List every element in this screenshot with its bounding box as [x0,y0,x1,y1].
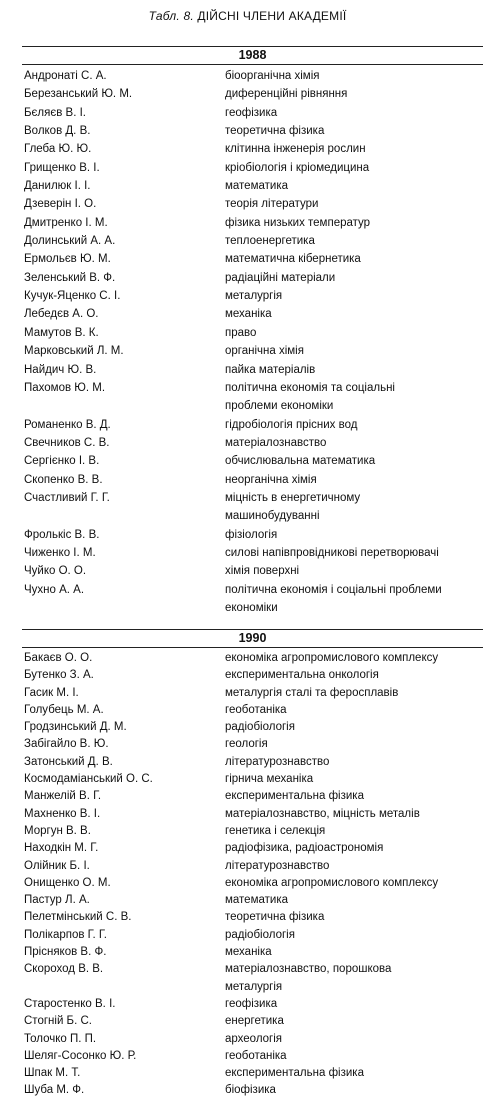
member-name: Глеба Ю. Ю. [24,143,92,156]
member-field: археологія [225,1032,283,1045]
member-field: органічна хімія [225,345,304,358]
member-row [22,1013,483,1030]
member-name: Скопенко В. В. [24,473,103,486]
member-row [22,250,483,268]
member-field: біоорганічна хімія [225,70,320,82]
member-row [22,650,483,667]
member-row [22,269,483,287]
member-name: Пастур Л. А. [24,894,90,907]
member-name: Манжелій В. Г. [24,790,102,803]
member-row [22,416,483,434]
member-name: Зеленський В. Ф. [24,271,116,284]
member-name: Пахомов Ю. М. [24,381,106,394]
member-name: Лебедєв А. О. [24,308,99,321]
member-name: Марковський Л. М. [24,345,124,358]
member-field: експериментальна фізика [225,1067,364,1080]
member-field: геоботаніка [225,703,287,716]
member-row [22,67,483,85]
member-field: літературознавство [225,755,330,768]
member-field: літературознавство [225,859,330,872]
member-row [22,771,483,788]
member-name: Фролькіс В. В. [24,528,100,541]
member-row [22,1082,483,1099]
member-name: Бутенко З. А. [24,669,94,682]
member-field: гідробіологія прісних вод [225,418,358,431]
member-name: Моргун В. В. [24,824,91,837]
member-field: радіаційні матеріали [225,271,336,284]
member-name: Романенко В. Д. [24,418,111,431]
member-name: Данилюк І. І. [24,180,91,193]
member-row [22,806,483,823]
member-field: економіка агропромислового комплексу [225,876,439,889]
member-row [22,287,483,305]
member-field: механіка [225,946,272,959]
member-field: економіка агропромислового комплексу [225,652,439,664]
member-name: Голубець М. А. [24,703,104,716]
member-row [22,754,483,771]
member-field: генетика і селекція [225,824,326,837]
member-name: Мамутов В. К. [24,326,99,339]
member-row [22,702,483,719]
member-field: матеріалознавство [225,436,327,449]
member-name: Онищенко О. М. [24,876,111,889]
member-name: Шуба М. Ф. [24,1084,85,1097]
member-name: Счастливий Г. Г. [24,491,110,504]
member-row [22,562,483,580]
member-row [22,858,483,875]
member-field: математика [225,180,289,193]
member-field: металургія сталі та феросплавів [225,686,399,699]
member-row [22,195,483,213]
member-name: Волков Д. В. [24,125,91,138]
member-field: політична економія і соціальні проблеми економіки [225,583,442,614]
member-name: Находкін М. Г. [24,842,99,855]
member-field: геологія [225,738,268,751]
member-row [22,581,483,618]
member-field: матеріалознавство, міцність металів [225,807,420,820]
member-field: геофізика [225,106,278,119]
member-row [22,1065,483,1082]
member-field: металургія [225,290,283,303]
member-field: міцність в енергетичному машинобудуванні [225,491,361,523]
member-name: Андронаті С. А. [24,70,107,82]
member-name: Старостенко В. І. [24,997,116,1010]
member-name: Березанський Ю. М. [24,88,133,101]
member-row [22,667,483,684]
member-list [22,67,483,617]
member-row [22,1048,483,1065]
member-row [22,685,483,702]
member-row [22,434,483,452]
member-name: Пелетмінський С. В. [24,911,132,924]
member-name: Шпак М. Т. [24,1067,81,1080]
header-rule [22,647,483,648]
member-name: Сергієнко І. В. [24,455,100,468]
member-row [22,875,483,892]
member-field: фізіологія [225,528,278,541]
member-name: Бакаєв О. О. [24,652,93,664]
member-field: неорганічна хімія [225,473,317,486]
section-year: 1990 [238,631,267,645]
member-name: Затонський Д. В. [24,755,113,768]
member-name: Ермольєв Ю. М. [24,253,111,266]
member-name: Кучук-Яценко С. І. [24,290,121,303]
member-row [22,85,483,103]
member-field: силові напівпровідникові перетворювачі [225,546,439,559]
member-row [22,927,483,944]
member-name: Шеляг-Сосонко Ю. Р. [24,1049,137,1062]
member-field: радіофізика, радіоастрономія [225,842,384,855]
member-field: теоретична фізика [225,125,325,138]
member-row [22,892,483,909]
table-number: Табл. 8. [148,9,194,23]
member-name: Дмитренко І. М. [24,216,108,229]
member-name: Гродзинський Д. М. [24,721,127,734]
member-row [22,324,483,342]
member-name: Скороход В. В. [24,963,104,976]
member-field: геоботаніка [225,1049,287,1062]
member-field: теплоенергетика [225,235,315,248]
member-field: теорія літератури [225,198,319,211]
member-row [22,214,483,232]
member-name: Чухно А. А. [24,583,85,596]
member-field: експериментальна фізика [225,790,364,803]
member-field: механіка [225,308,272,321]
member-row [22,452,483,470]
member-name: Чиженко І. М. [24,546,96,559]
member-name: Грищенко В. І. [24,161,100,174]
member-row [22,122,483,140]
member-name: Долинський А. А. [24,235,116,248]
member-field: кріобіологія і кріомедицина [225,161,370,174]
member-row [22,159,483,177]
member-field: матеріалознавство, порошкова металургія [225,963,392,993]
member-name: Олійник Б. І. [24,859,90,872]
member-field: диференційні рівняння [225,88,348,101]
member-row [22,342,483,360]
member-row [22,944,483,961]
member-name: Прісняков В. Ф. [24,946,107,959]
member-field: гірнича механіка [225,773,314,786]
member-name: Гасик М. І. [24,686,79,699]
table-caption [0,9,495,23]
member-name: Чуйко О. О. [24,565,87,578]
member-field: теоретична фізика [225,911,325,924]
member-row [22,526,483,544]
member-row [22,305,483,323]
section-year: 1988 [238,48,267,62]
member-row [22,544,483,562]
member-row [22,379,483,416]
member-row [22,823,483,840]
member-field: радіобіологія [225,928,295,941]
member-row [22,736,483,753]
table-title: ДІЙСНІ ЧЛЕНИ АКАДЕМІЇ [197,9,347,23]
member-field: фізика низьких температур [225,216,371,229]
member-list [22,650,483,1100]
member-name: Махненко В. І. [24,807,101,820]
member-name: Толочко П. П. [24,1032,97,1045]
member-name: Свечников С. В. [24,436,110,449]
member-row [22,909,483,926]
member-field: право [225,326,257,339]
member-field: біофізика [225,1084,276,1097]
member-field: пайка матеріалів [225,363,316,376]
member-field: радіобіологія [225,721,295,734]
member-name: Дзеверін І. О. [24,198,97,211]
member-field: обчислювальна математика [225,455,376,468]
member-name: Полікарпов Г. Г. [24,928,107,941]
member-field: хімія поверхні [225,565,300,578]
member-row [22,471,483,489]
member-row [22,840,483,857]
member-row [22,140,483,158]
member-row [22,719,483,736]
member-row [22,361,483,379]
member-field: математична кібернетика [225,253,361,266]
member-row [22,232,483,250]
member-field: політична економія та соціальні проблеми економіки [225,381,395,413]
member-field: клітинна інженерія рослин [225,143,366,156]
section-1990 [22,629,483,1100]
member-row [22,961,483,996]
member-row [22,489,483,526]
member-field: геофізика [225,997,278,1010]
member-row [22,177,483,195]
member-row [22,996,483,1013]
member-name: Космодаміанський О. С. [24,773,153,786]
member-row [22,788,483,805]
member-name: Стогній Б. С. [24,1015,92,1028]
member-row [22,1031,483,1048]
section-1988 [22,46,483,617]
member-field: експериментальна онкологія [225,669,379,682]
member-name: Бєляєв В. І. [24,106,86,119]
member-name: Найдич Ю. В. [24,363,97,376]
member-name: Забігайло В. Ю. [24,738,109,751]
member-field: математика [225,894,289,907]
header-rule [22,64,483,65]
member-row [22,104,483,122]
member-field: енергетика [225,1015,284,1028]
